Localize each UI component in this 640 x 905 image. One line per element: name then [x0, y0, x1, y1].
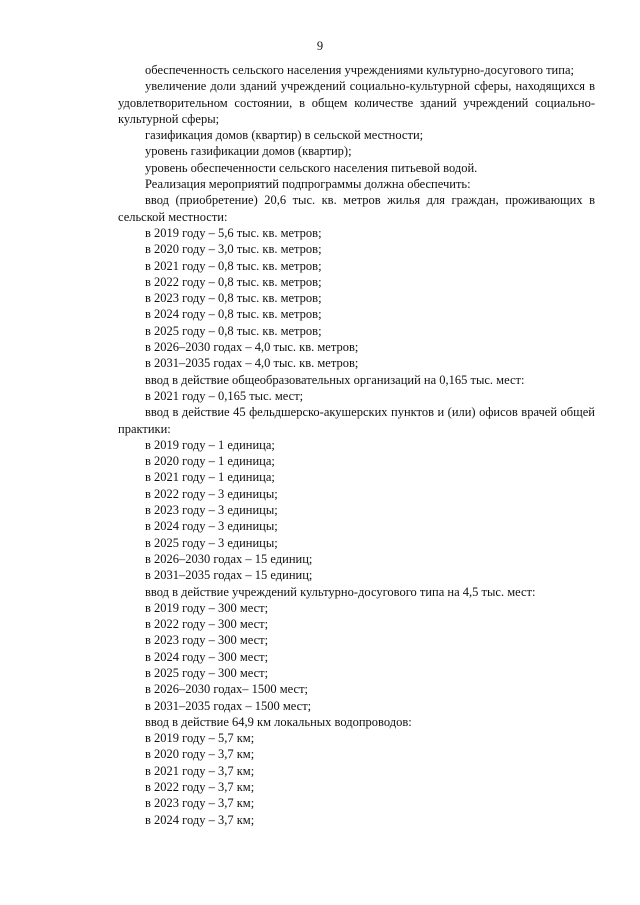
list-item: в 2019 году – 5,7 км;	[145, 731, 255, 746]
paragraph: газификация домов (квартир) в сельской местности;	[145, 128, 424, 143]
list-item: в 2019 году – 300 мест;	[145, 600, 269, 615]
list-item: в 2024 году – 300 мест;	[145, 649, 269, 664]
list-item: в 2026–2030 годах– 1500 мест;	[145, 682, 309, 697]
paragraph: ввод в действие общеобразовательных организаций на 0,165 тыс. мест:	[145, 372, 525, 387]
paragraph: ввод в действие 45 фельдшерско-акушерских пунктов и (или) офисов врачей общей практики:	[118, 405, 595, 436]
list-item: в 2023 году – 0,8 тыс. кв. метров;	[145, 291, 322, 306]
list-item: в 2031–2035 годах – 15 единиц;	[145, 568, 313, 583]
list-item: в 2022 году – 3,7 км;	[145, 780, 255, 795]
list-item: в 2021 году – 0,165 тыс. мест;	[145, 388, 304, 403]
list-item: в 2022 году – 3 единицы;	[145, 486, 278, 501]
list-item: в 2019 году – 5,6 тыс. кв. метров;	[145, 225, 322, 240]
paragraph: уровень газификации домов (квартир);	[145, 144, 352, 159]
list-item: в 2025 году – 3 единицы;	[145, 535, 278, 550]
list-item: в 2024 году – 3 единицы;	[145, 519, 278, 534]
list-item: в 2022 году – 0,8 тыс. кв. метров;	[145, 274, 322, 289]
list-item: в 2021 году – 1 единица;	[145, 470, 275, 485]
list-item: в 2024 году – 3,7 км;	[145, 812, 255, 827]
page-number: 9	[316, 39, 324, 53]
list-item: в 2021 году – 0,8 тыс. кв. метров;	[145, 258, 322, 273]
document-body	[118, 62, 595, 828]
list-item: в 2026–2030 годах – 15 единиц;	[145, 551, 313, 566]
paragraph: увеличение доли зданий учреждений социально-культурной сферы, находящихся в удовлетворительном состоянии, в общем количестве зданий учреждений социально-культурной сферы;	[118, 79, 595, 126]
list-item: в 2025 году – 300 мест;	[145, 665, 269, 680]
list-item: в 2026–2030 годах – 4,0 тыс. кв. метров;	[145, 340, 359, 355]
paragraph: ввод в действие учреждений культурно-досугового типа на 4,5 тыс. мест:	[145, 584, 536, 599]
paragraph: уровень обеспеченности сельского населения питьевой водой.	[145, 160, 478, 175]
list-item: в 2020 году – 1 единица;	[145, 454, 275, 469]
list-item: в 2022 году – 300 мест;	[145, 617, 269, 632]
list-item: в 2023 году – 300 мест;	[145, 633, 269, 648]
list-item: в 2024 году – 0,8 тыс. кв. метров;	[145, 307, 322, 322]
list-item: в 2031–2035 годах – 1500 мест;	[145, 698, 312, 713]
list-item: в 2023 году – 3 единицы;	[145, 503, 278, 518]
paragraph: ввод (приобретение) 20,6 тыс. кв. метров жилья для граждан, проживающих в сельской местности:	[118, 193, 595, 224]
list-item: в 2021 году – 3,7 км;	[145, 763, 255, 778]
list-item: в 2023 году – 3,7 км;	[145, 796, 255, 811]
list-item: в 2025 году – 0,8 тыс. кв. метров;	[145, 323, 322, 338]
paragraph: ввод в действие 64,9 км локальных водопроводов:	[145, 714, 412, 729]
list-item: в 2031–2035 годах – 4,0 тыс. кв. метров;	[145, 356, 359, 371]
paragraph: обеспеченность сельского населения учреждениями культурно-досугового типа;	[145, 63, 574, 77]
list-item: в 2020 году – 3,7 км;	[145, 747, 255, 762]
list-item: в 2019 году – 1 единица;	[145, 437, 275, 452]
list-item: в 2020 году – 3,0 тыс. кв. метров;	[145, 242, 322, 257]
paragraph: Реализация мероприятий подпрограммы должна обеспечить:	[145, 177, 471, 192]
